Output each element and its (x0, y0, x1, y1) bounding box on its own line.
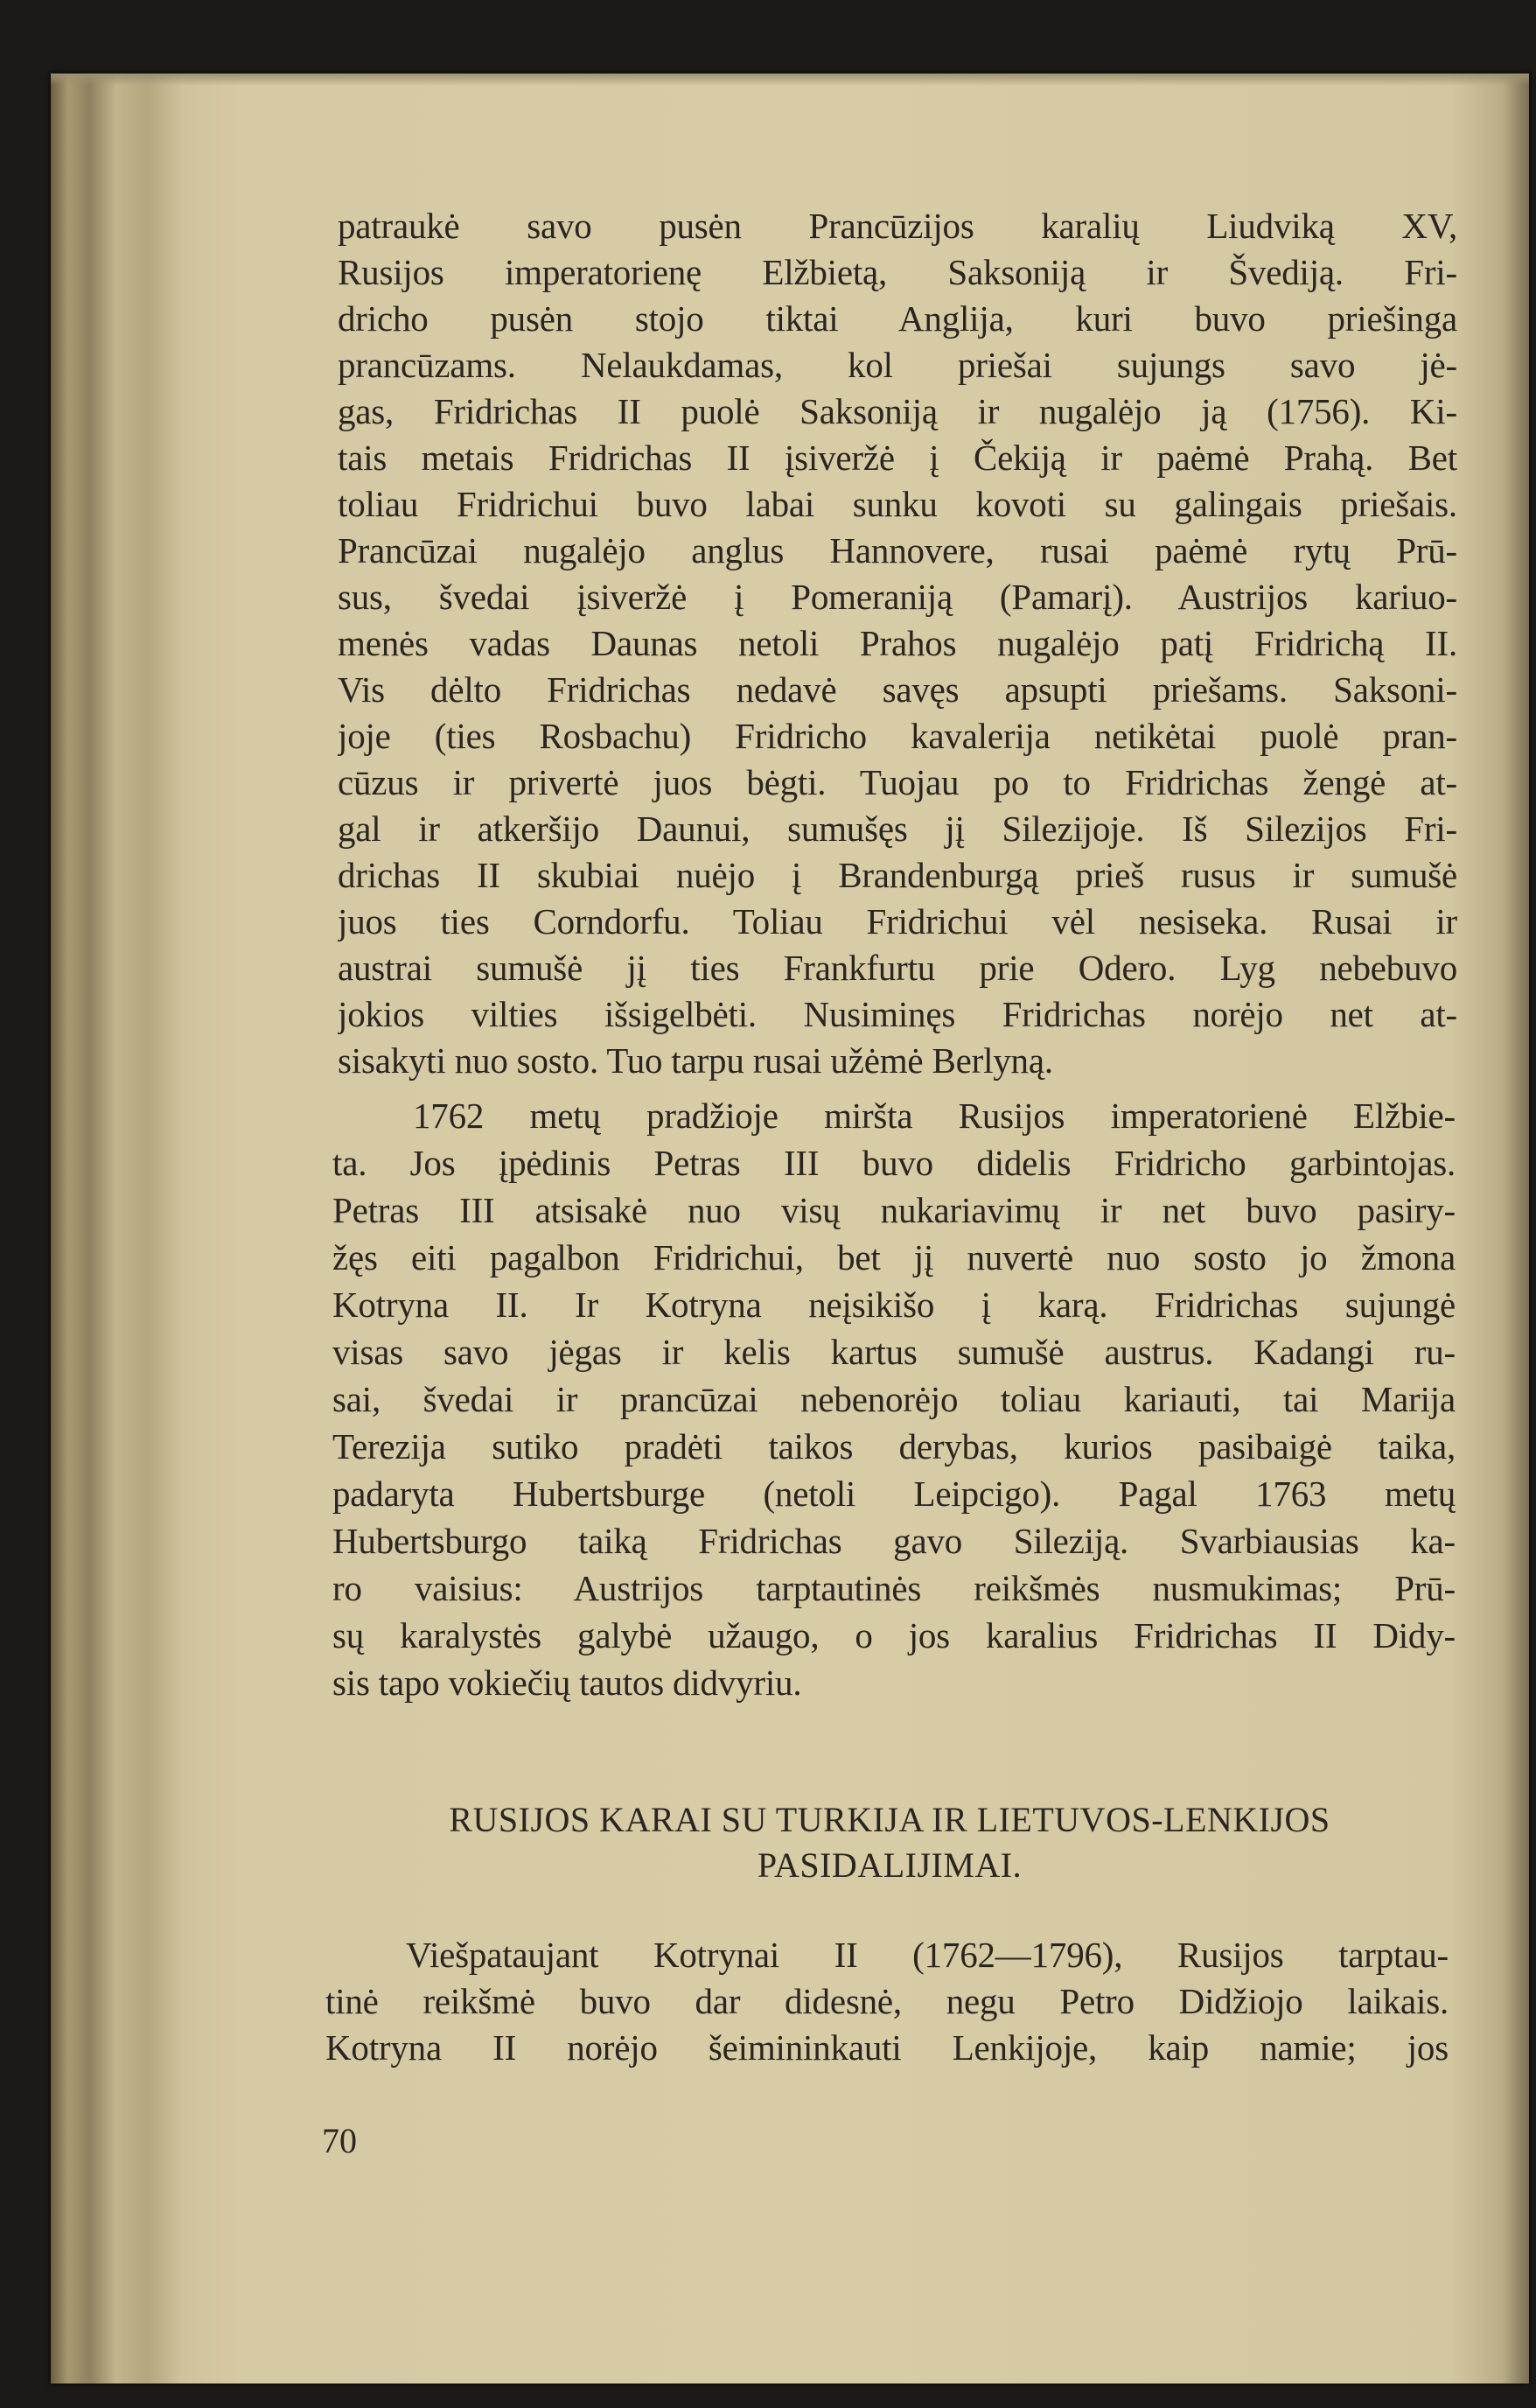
text-line: 1762 metų pradžioje miršta Rusijos imperatorienė Elžbie- (413, 1096, 1456, 1136)
text-line: gal ir atkeršijo Daunui, sumušęs jį Silezijoje. Iš Silezijos Fri- (338, 808, 1457, 849)
text-line: juos ties Corndorfu. Toliau Fridrichui vėl nesiseka. Rusai ir (338, 901, 1457, 942)
text-line: sus, švedai įsiveržė į Pomeraniją (Pamarį). Austrijos kariuo- (338, 577, 1457, 617)
text-line: cūzus ir privertė juos bėgti. Tuojau po to Fridrichas žengė at- (338, 762, 1457, 802)
text-line: Kotryna II norėjo šeimininkauti Lenkijoje, kaip namie; jos (325, 2027, 1449, 2068)
text-line: ro vaisius: Austrijos tarptautinės reikšmės nusmukimas; Prū- (332, 1568, 1456, 1608)
section-heading-line-2: PASIDALIJIMAI. (757, 1845, 1023, 1885)
text-line: austrai sumušė jį ties Frankfurtu prie Odero. Lyg nebebuvo (338, 948, 1457, 988)
text-line: tinė reikšmė buvo dar didesnė, negu Petro Didžiojo laikais. (325, 1981, 1449, 2021)
text-line: dricho pusėn stojo tiktai Anglija, kuri buvo priešinga (338, 298, 1457, 339)
text-line: joje (ties Rosbachu) Fridricho kavalerija netikėtai puolė pran- (338, 716, 1457, 756)
text-line: Prancūzai nugalėjo anglus Hannovere, rusai paėmė rytų Prū- (338, 530, 1457, 570)
text-line: Rusijos imperatorienę Elžbietą, Saksoniją ir Švediją. Fri- (338, 252, 1457, 292)
text-line: Kotryna II. Ir Kotryna neįsikišo į karą. Fridrichas sujungė (332, 1284, 1456, 1325)
text-line: Petras III atsisakė nuo visų nukariavimų ir net buvo pasiry- (332, 1190, 1456, 1230)
page-number: 70 (322, 2121, 357, 2160)
section-heading-line-1: RUSIJOS KARAI SU TURKIJA IR LIETUVOS-LENKIJOS (449, 1800, 1330, 1839)
text-line: sų karalystės galybė užaugo, o jos karalius Fridrichas II Didy- (332, 1615, 1456, 1656)
text-line: patraukė savo pusėn Prancūzijos karalių Liudviką XV, (338, 206, 1457, 246)
text-line: sisakyti nuo sosto. Tuo tarpu rusai užėmė Berlyną. (338, 1040, 1053, 1081)
text-line: sai, švedai ir prancūzai nebenorėjo toliau kariauti, tai Marija (332, 1379, 1456, 1419)
text-line: žęs eiti pagalbon Fridrichui, bet jį nuvertė nuo sosto jo žmona (332, 1237, 1456, 1278)
text-line: Hubertsburgo taiką Fridrichas gavo Sileziją. Svarbiausias ka- (332, 1521, 1456, 1561)
text-line: Viešpataujant Kotrynai II (1762—1796), Rusijos tarptau- (406, 1935, 1449, 1975)
text-line: prancūzams. Nelaukdamas, kol priešai sujungs savo jė- (338, 345, 1457, 385)
text-line: jokios vilties išsigelbėti. Nusiminęs Fridrichas norėjo net at- (338, 994, 1457, 1034)
text-line: drichas II skubiai nuėjo į Brandenburgą prieš rusus ir sumušė (338, 855, 1457, 895)
text-line: menės vadas Daunas netoli Prahos nugalėjo patį Fridrichą II. (338, 623, 1457, 663)
text-line: tais metais Fridrichas II įsiveržė į Čekiją ir paėmė Prahą. Bet (338, 438, 1457, 478)
text-line: visas savo jėgas ir kelis kartus sumušė austrus. Kadangi ru- (332, 1332, 1456, 1372)
text-line: toliau Fridrichui buvo labai sunku kovoti su galingais priešais. (338, 484, 1457, 524)
text-line: Vis dėlto Fridrichas nedavė savęs apsupti priešams. Saksoni- (338, 669, 1457, 710)
text-line: gas, Fridrichas II puolė Saksoniją ir nugalėjo ją (1756). Ki- (338, 391, 1457, 431)
text-line: sis tapo vokiečių tautos didvyriu. (332, 1662, 802, 1703)
text-line: Terezija sutiko pradėti taikos derybas, kurios pasibaigė taika, (332, 1426, 1456, 1466)
text-line: padaryta Hubertsburge (netoli Leipcigo). Pagal 1763 metų (332, 1474, 1456, 1514)
text-line: ta. Jos įpėdinis Petras III buvo didelis Fridricho garbintojas. (332, 1143, 1456, 1183)
